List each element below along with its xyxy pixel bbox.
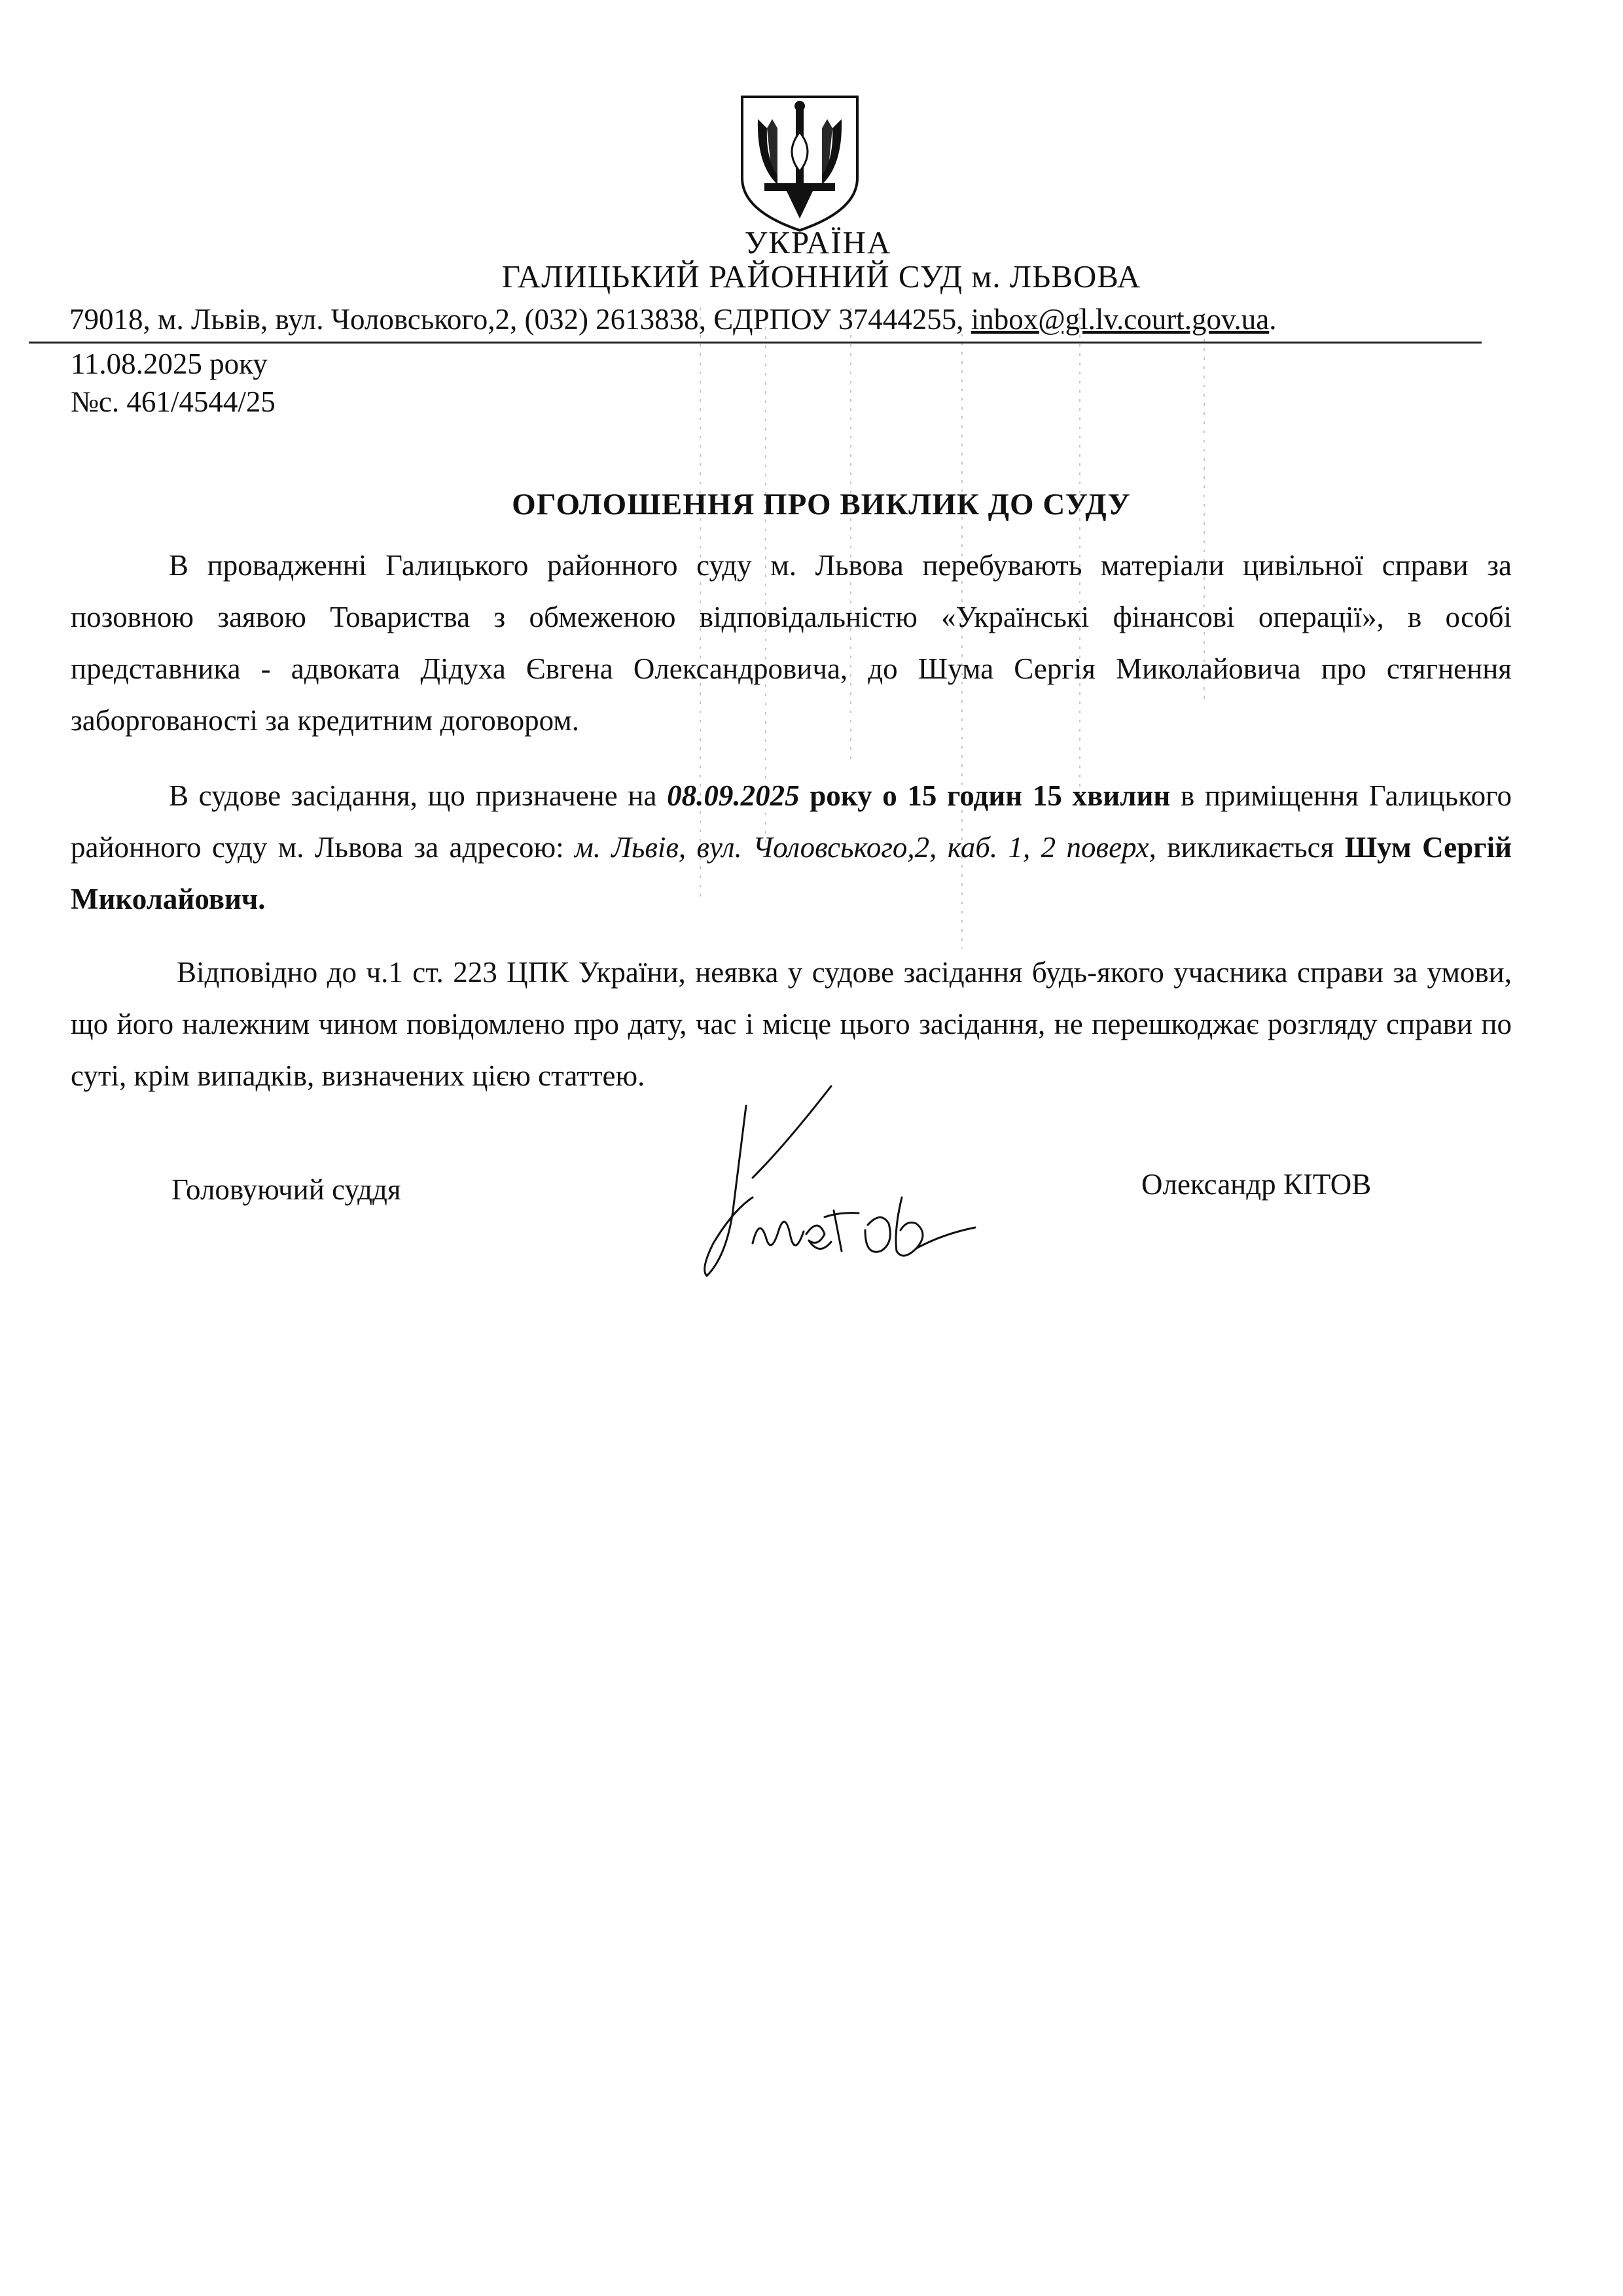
hearing-time: року о 15 годин 15 хвилин — [799, 779, 1171, 812]
summoned-person: Шум Сергій Миколайович. — [71, 831, 1512, 915]
contacts-address: 79018, м. Львів, вул. Чоловського,2, (032) 2613838 — [69, 303, 699, 336]
paragraph-legal-notice: Відповідно до ч.1 ст. 223 ЦПК України, неявка у судове засідання будь-якого учасника справи за умови, що його належним чином повідомлено про дату, час і місце цього засідання, не перешкоджає розгляду справи по суті, крім випадків, визначених цією статтею. — [71, 956, 1512, 1092]
paragraph-hearing-details — [71, 770, 1512, 925]
paragraph-case-description: В провадженні Галицького районного суду м. Львова перебувають матеріали цивільної справи за позовною заявою Товариства з обмеженою відповідальністю «Українські фінансові операції», в особі представника - адвоката Дідуха Євгена Олександровича, до Шума Сергія Миколайовича про стягнення заборгованості за кредитним договором. — [71, 549, 1512, 737]
email-link[interactable]: inbox@gl.lv.court.gov.ua — [971, 303, 1270, 336]
trident-coat-of-arms-icon — [738, 93, 861, 233]
judge-signature — [694, 1080, 1034, 1289]
country-name: УКРАЇНА — [744, 224, 892, 260]
court-contacts — [69, 302, 1509, 336]
hearing-date: 08.09.2025 — [667, 779, 800, 812]
hearing-intro: В судове засідання, що призначене на — [169, 779, 668, 812]
header-divider — [29, 342, 1482, 344]
case-number: №с. 461/4544/25 — [71, 385, 276, 418]
hearing-summons: викликається — [1156, 831, 1345, 864]
judge-name: Олександр КІТОВ — [1141, 1168, 1372, 1201]
document-title: ОГОЛОШЕННЯ ПРО ВИКЛИК ДО СУДУ — [512, 487, 1131, 521]
contacts-edrpou: , ЄДРПОУ 37444255, — [698, 303, 971, 336]
document-date: 11.08.2025 року — [71, 347, 268, 380]
court-name: ГАЛИЦЬКИЙ РАЙОННИЙ СУД м. ЛЬВОВА — [501, 258, 1141, 294]
contacts-end: . — [1269, 303, 1277, 336]
hearing-place-intro: в приміщення Галицького районного суду м. Львова за адресою: — [71, 779, 1512, 864]
judge-role: Головуючий суддя — [171, 1173, 401, 1206]
hearing-address: м. Львів, вул. Чоловського,2, каб. 1, 2 поверх, — [575, 831, 1156, 864]
